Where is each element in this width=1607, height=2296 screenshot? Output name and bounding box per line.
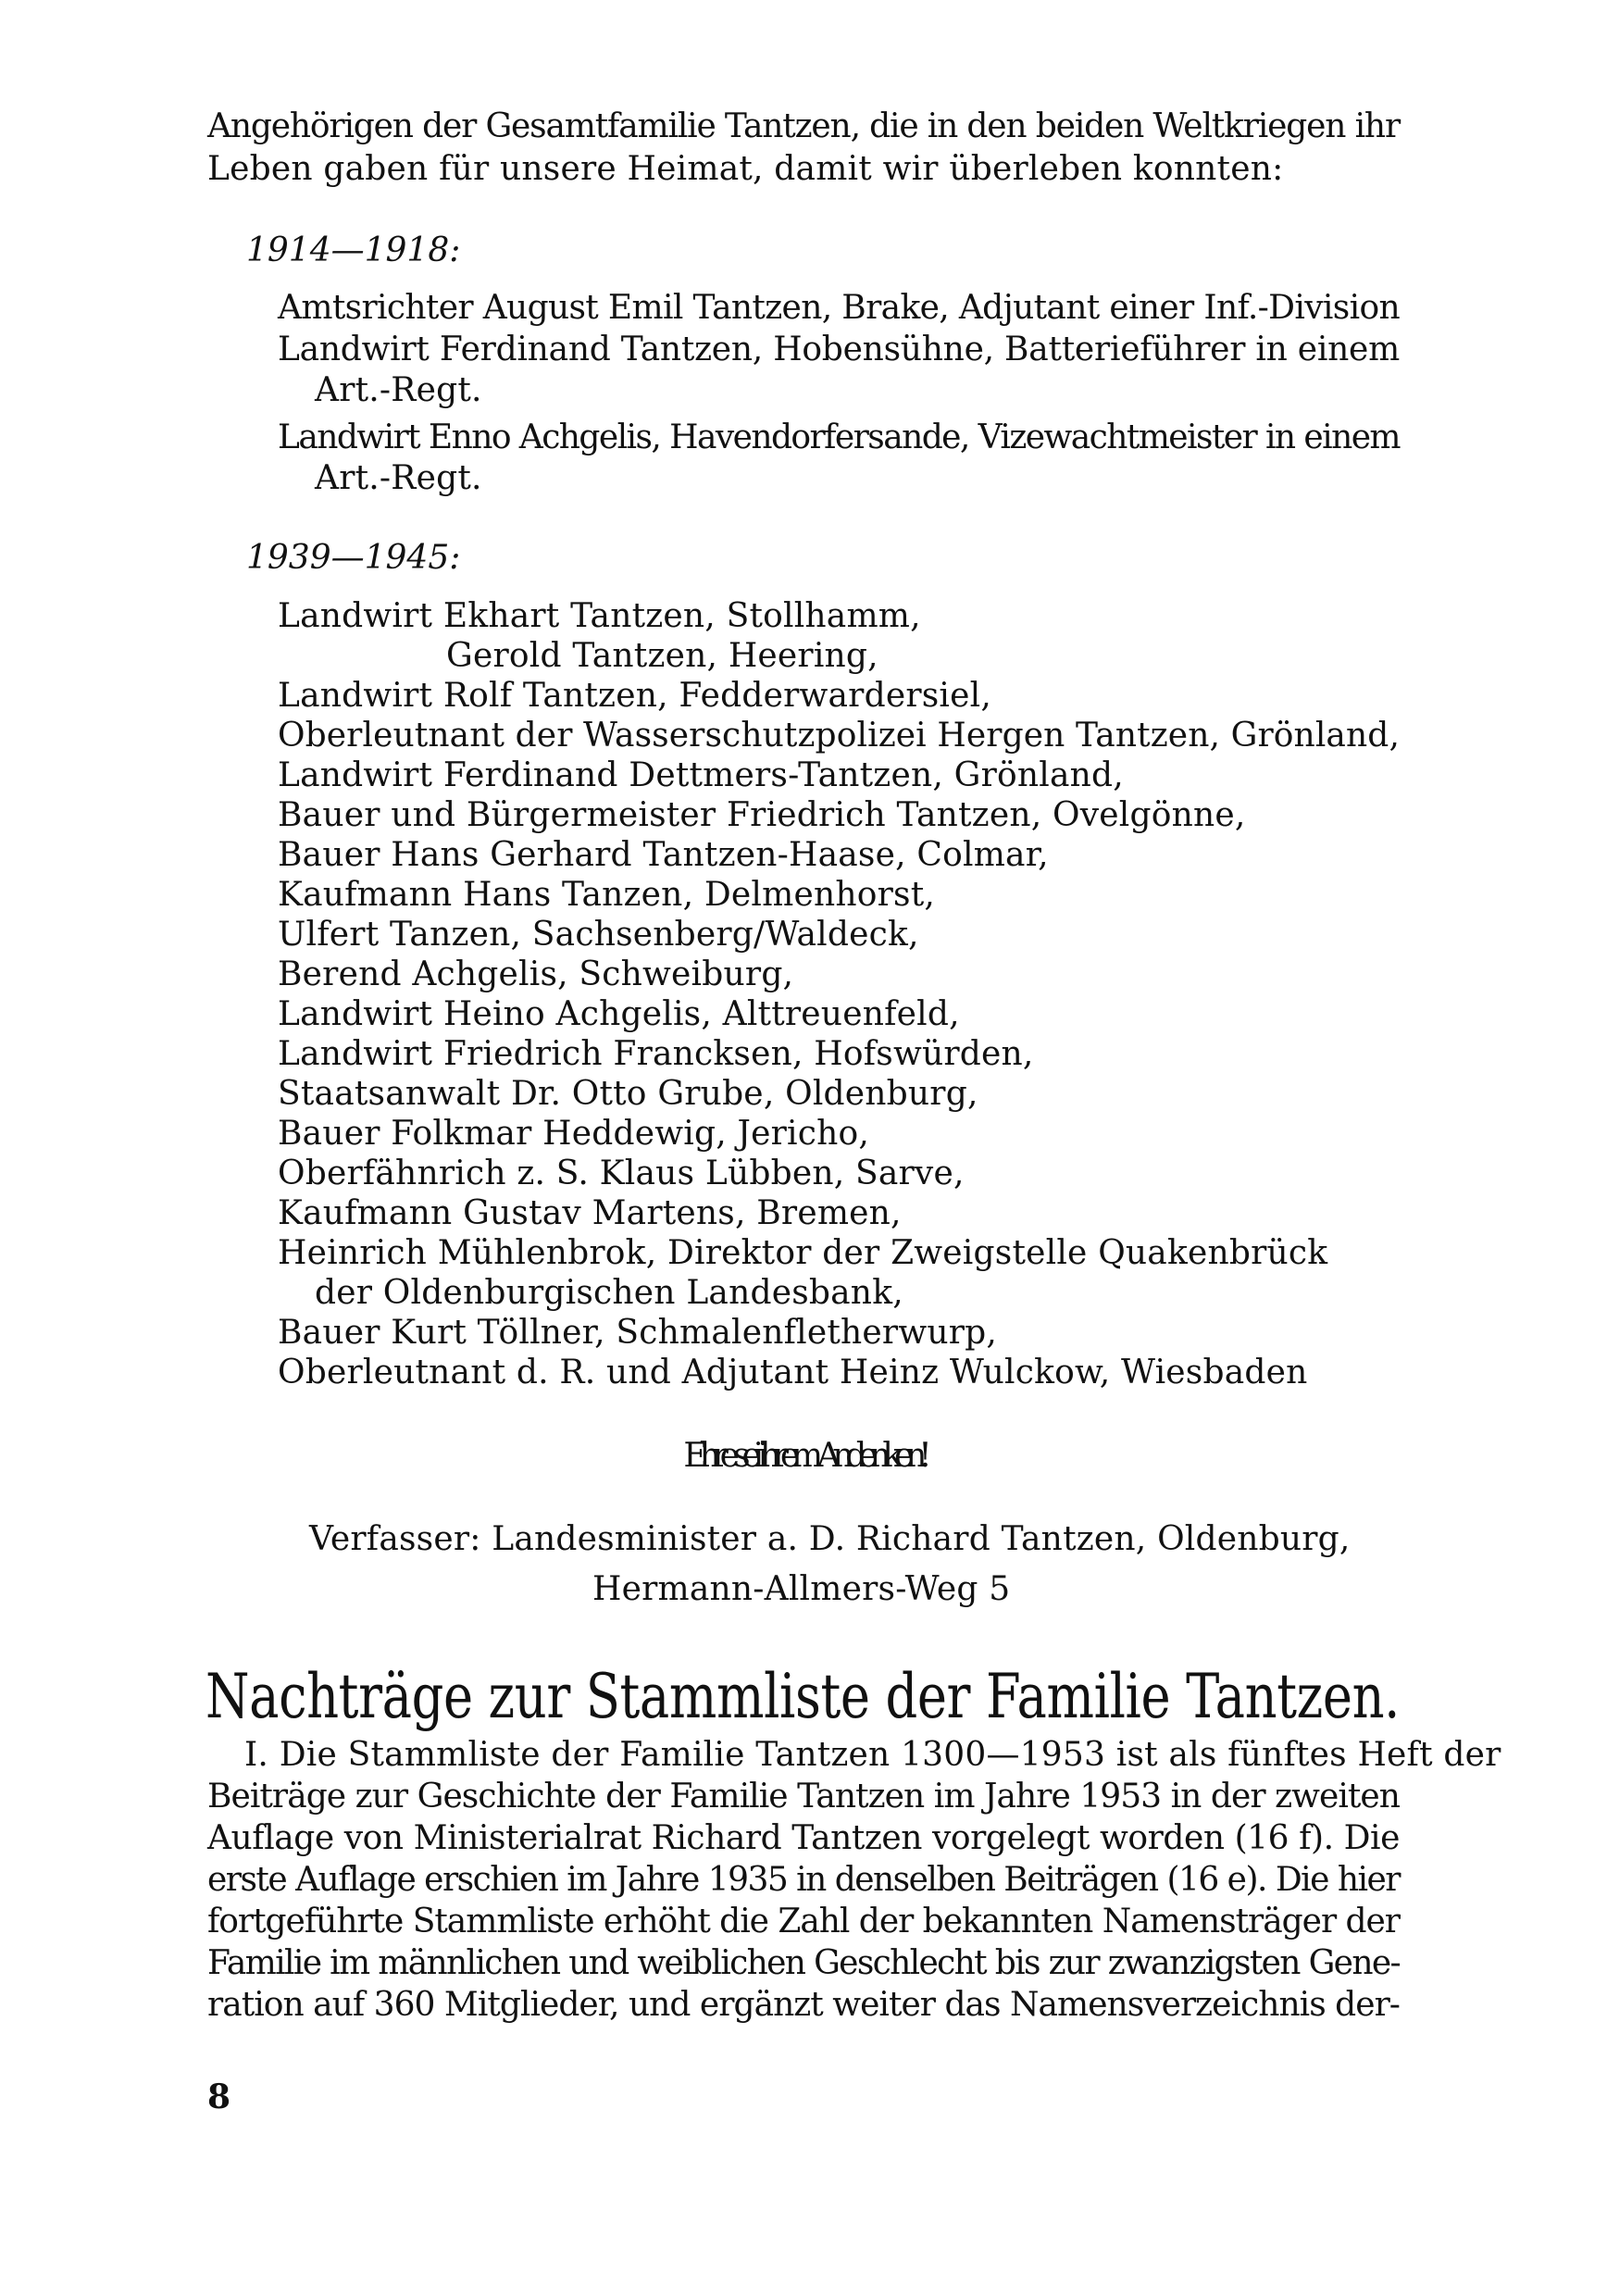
section-body-line: Beiträge zur Geschichte der Familie Tantzen im Jahre 1953 in der zweiten xyxy=(207,1778,1400,1816)
ww2-line: Bauer und Bürgermeister Friedrich Tantzen, Ovelgönne, xyxy=(278,796,1246,834)
ww2-line: Bauer Folkmar Heddewig, Jericho, xyxy=(278,1115,870,1153)
ww2-line: Oberfähnrich z. S. Klaus Lübben, Sarve, xyxy=(278,1154,965,1192)
ww1-line: Art.-Regt. xyxy=(315,371,482,409)
ww2-line: Landwirt Friedrich Francksen, Hofswürden, xyxy=(278,1035,1034,1073)
intro-line-2: Leben gaben für unsere Heimat, damit wir überleben konnten: xyxy=(207,150,1284,188)
ww2-line: Berend Achgelis, Schweiburg, xyxy=(278,955,794,993)
ww2-line: Bauer Kurt Töllner, Schmalenfletherwurp, xyxy=(278,1314,998,1352)
ww2-line: Kaufmann Gustav Martens, Bremen, xyxy=(278,1194,902,1232)
section-body-line: ration auf 360 Mitglieder, und ergänzt weiter das Namensverzeichnis der- xyxy=(207,1986,1400,2024)
ww2-line: Kaufmann Hans Tanzen, Delmenhorst, xyxy=(278,876,936,914)
ww2-line: Landwirt Ferdinand Dettmers-Tantzen, Grönland, xyxy=(278,756,1124,794)
ww2-line: Bauer Hans Gerhard Tantzen-Haase, Colmar, xyxy=(278,836,1049,874)
ww1-heading: 1914—1918: xyxy=(246,231,461,269)
ww2-line: Oberleutnant der Wasserschutzpolizei Hergen Tantzen, Grönland, xyxy=(278,717,1400,755)
ww2-line: Landwirt Heino Achgelis, Alttreuenfeld, xyxy=(278,995,960,1033)
section-body-line: Familie im männlichen und weiblichen Geschlecht bis zur zwanzigsten Gene- xyxy=(207,1944,1400,1982)
ww2-line: Landwirt Rolf Tantzen, Fedderwardersiel, xyxy=(278,677,991,715)
ww2-line: Staatsanwalt Dr. Otto Grube, Oldenburg, xyxy=(278,1075,978,1113)
author-line-2: Hermann-Allmers-Weg 5 xyxy=(592,1570,1011,1608)
page-number: 8 xyxy=(207,2078,231,2116)
section-body-line: erste Auflage erschien im Jahre 1935 in denselben Beiträgen (16 e). Die hier xyxy=(207,1861,1400,1899)
author-line-1: Verfasser: Landesminister a. D. Richard Tantzen, Oldenburg, xyxy=(309,1520,1351,1558)
section-title: Nachträge zur Stammliste der Familie Tantzen. xyxy=(206,1661,1400,1732)
ww2-line: Landwirt Ekhart Tantzen, Stollhamm, xyxy=(278,597,921,635)
ww2-line: Oberleutnant d. R. und Adjutant Heinz Wulckow, Wiesbaden xyxy=(278,1354,1308,1391)
ww2-heading: 1939—1945: xyxy=(246,539,461,577)
ww2-line: Ulfert Tanzen, Sachsenberg/Waldeck, xyxy=(278,916,919,954)
section-body-line: Auflage von Ministerialrat Richard Tantzen vorgelegt worden (16 f). Die xyxy=(207,1819,1400,1857)
ww1-line: Landwirt Enno Achgelis, Havendorfersande, Vizewachtmeister in einem xyxy=(278,418,1400,456)
body-text: I. Die Stammliste der Familie Tantzen 1300—1953 ist als fünftes Heft der xyxy=(244,1736,1501,1774)
ww2-line: der Oldenburgischen Landesbank, xyxy=(315,1274,903,1312)
section-body-line xyxy=(244,1734,1501,1777)
intro-line-1: Angehörigen der Gesamtfamilie Tantzen, die in den beiden Weltkriegen ihr xyxy=(207,107,1400,145)
ww1-line: Landwirt Ferdinand Tantzen, Hobensühne, Batterieführer in einem xyxy=(278,331,1400,368)
ww1-line: Art.-Regt. xyxy=(315,459,482,497)
closing-line: Ehre sei ihrem Andenken! xyxy=(683,1437,924,1475)
ww2-line: Heinrich Mühlenbrok, Direktor der Zweigstelle Quakenbrück xyxy=(278,1234,1328,1272)
ww2-line: Gerold Tantzen, Heering, xyxy=(446,637,878,675)
section-body-line: fortgeführte Stammliste erhöht die Zahl der bekannten Namensträger der xyxy=(207,1903,1400,1940)
ww1-line: Amtsrichter August Emil Tantzen, Brake, Adjutant einer Inf.-Division xyxy=(278,289,1400,327)
